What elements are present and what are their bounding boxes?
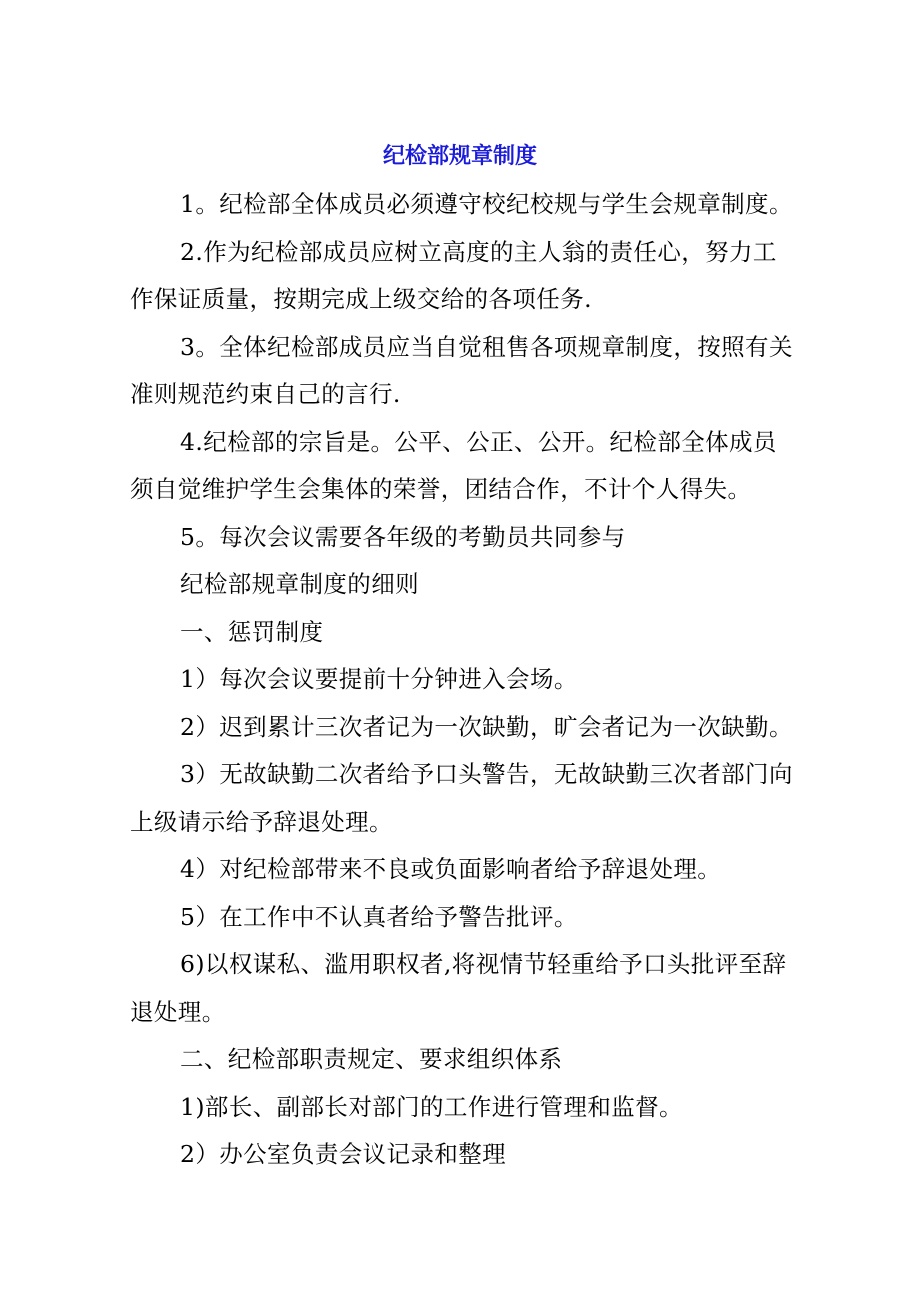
section-heading: 二、纪检部职责规定、要求组织体系	[180, 1045, 563, 1073]
paragraph-line: 4）对纪检部带来不良或负面影响者给予辞退处理。	[180, 855, 722, 883]
section-heading: 一、惩罚制度	[180, 617, 324, 646]
paragraph-line: 5）在工作中不认真者给予警告批评。	[180, 902, 578, 931]
paragraph-line: 2）办公室负责会议记录和整理	[180, 1140, 507, 1168]
paragraph-line: 须自觉维护学生会集体的荣誉，团结合作，不计个人得失。	[130, 475, 752, 503]
paragraph-line: 1）每次会议要提前十分钟进入会场。	[180, 665, 578, 693]
paragraph-line: 作保证质量，按期完成上级交给的各项任务.	[130, 285, 592, 313]
section-heading: 纪检部规章制度的细则	[180, 570, 419, 598]
paragraph-line: 退处理。	[130, 997, 226, 1026]
document-body	[0, 183, 920, 1181]
paragraph-line: 5。每次会议需要各年级的考勤员共同参与	[180, 522, 626, 551]
document-title: 纪检部规章制度	[382, 144, 537, 169]
paragraph-line: 1)部长、副部长对部门的工作进行管理和监督。	[180, 1092, 683, 1121]
paragraph-line: 2）迟到累计三次者记为一次缺勤，旷会者记为一次缺勤。	[180, 712, 793, 741]
paragraph-line: 4.纪检部的宗旨是。公平、公正、公开。纪检部全体成员	[180, 427, 777, 456]
paragraph-line: 3。全体纪检部成员应当自觉租售各项规章制度，按照有关	[180, 332, 793, 361]
paragraph-line: 准则规范约束自己的言行.	[130, 380, 401, 408]
paragraph-line: 2.作为纪检部成员应树立高度的主人翁的责任心，努力工	[180, 237, 777, 266]
paragraph-line: 6)以权谋私、滥用职权者,将视情节轻重给予口头批评至辞	[180, 950, 787, 978]
paragraph-line: 3）无故缺勤二次者给予口头警告，无故缺勤三次者部门向	[180, 760, 793, 788]
paragraph-line: 上级请示给予辞退处理。	[130, 807, 393, 836]
paragraph-line: 1。纪检部全体成员必须遵守校纪校规与学生会规章制度。	[180, 190, 793, 218]
